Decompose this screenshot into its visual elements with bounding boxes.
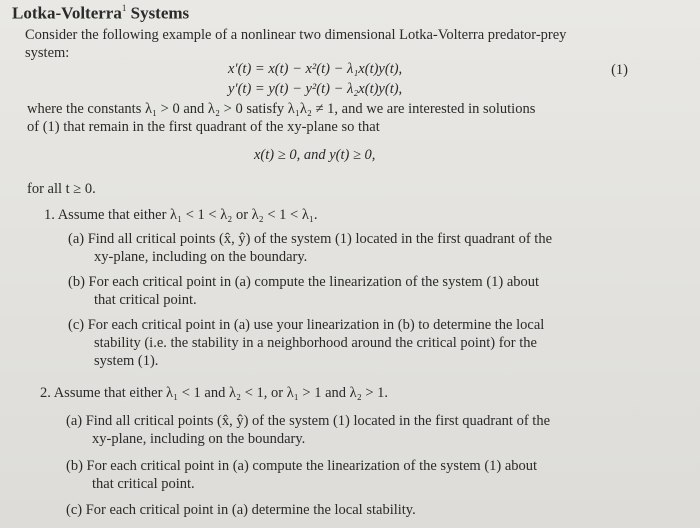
intro-line-1: Consider the following example of a nonlinear two dimensional Lotka-Volterra predator-prey: [25, 27, 567, 43]
question-1a-line-2: xy-plane, including on the boundary.: [94, 249, 308, 265]
title-rest: Systems: [126, 3, 190, 23]
equation-1: x′(t) = x(t) − x²(t) − λ₁x(t)y(t),: [228, 61, 403, 77]
question-1c-line-3: system (1).: [94, 353, 159, 369]
condition-equation: x(t) ≥ 0, and y(t) ≥ 0,: [254, 147, 376, 163]
forall-line: for all t ≥ 0.: [27, 181, 96, 197]
where-line-1: where the constants λ₁ > 0 and λ₂ > 0 satisfy λ₁λ₂ ≠ 1, and we are interested in solutions: [27, 101, 536, 117]
question-1a-line-1: (a) Find all critical points (x̂, ŷ) of the system (1) located in the first quadrant of the: [68, 231, 553, 247]
question-2b-line-1: (b) For each critical point in (a) compute the linearization of the system (1) about: [66, 458, 538, 474]
question-2: 2. Assume that either λ₁ < 1 and λ₂ < 1, or λ₁ > 1 and λ₂ > 1.: [40, 385, 389, 401]
title-text: Lotka-Volterra: [12, 3, 122, 23]
question-1: 1. Assume that either λ₁ < 1 < λ₂ or λ₂ < 1 < λ₁.: [44, 207, 318, 223]
footnote-marker: 1: [121, 3, 127, 13]
question-2a-line-1: (a) Find all critical points (x̂, ŷ) of the system (1) located in the first quadrant of the: [66, 413, 551, 429]
intro-line-2: system:: [25, 45, 70, 61]
question-2b-line-2: that critical point.: [92, 476, 195, 492]
question-2a-line-2: xy-plane, including on the boundary.: [92, 431, 306, 447]
page-title: [12, 0, 189, 23]
question-1b-line-2: that critical point.: [94, 292, 197, 308]
equation-number: (1): [611, 62, 628, 78]
where-line-2: of (1) that remain in the first quadrant of the xy-plane so that: [27, 119, 380, 135]
equation-2: y′(t) = y(t) − y²(t) − λ₂x(t)y(t),: [228, 81, 403, 97]
question-1c-line-2: stability (i.e. the stability in a neighborhood around the critical point) for the: [94, 335, 537, 351]
question-1b-line-1: (b) For each critical point in (a) compute the linearization of the system (1) about: [68, 274, 540, 290]
question-2c-line-1: (c) For each critical point in (a) determine the local stability.: [66, 502, 416, 518]
question-1c-line-1: (c) For each critical point in (a) use your linearization in (b) to determine the local: [68, 317, 545, 333]
